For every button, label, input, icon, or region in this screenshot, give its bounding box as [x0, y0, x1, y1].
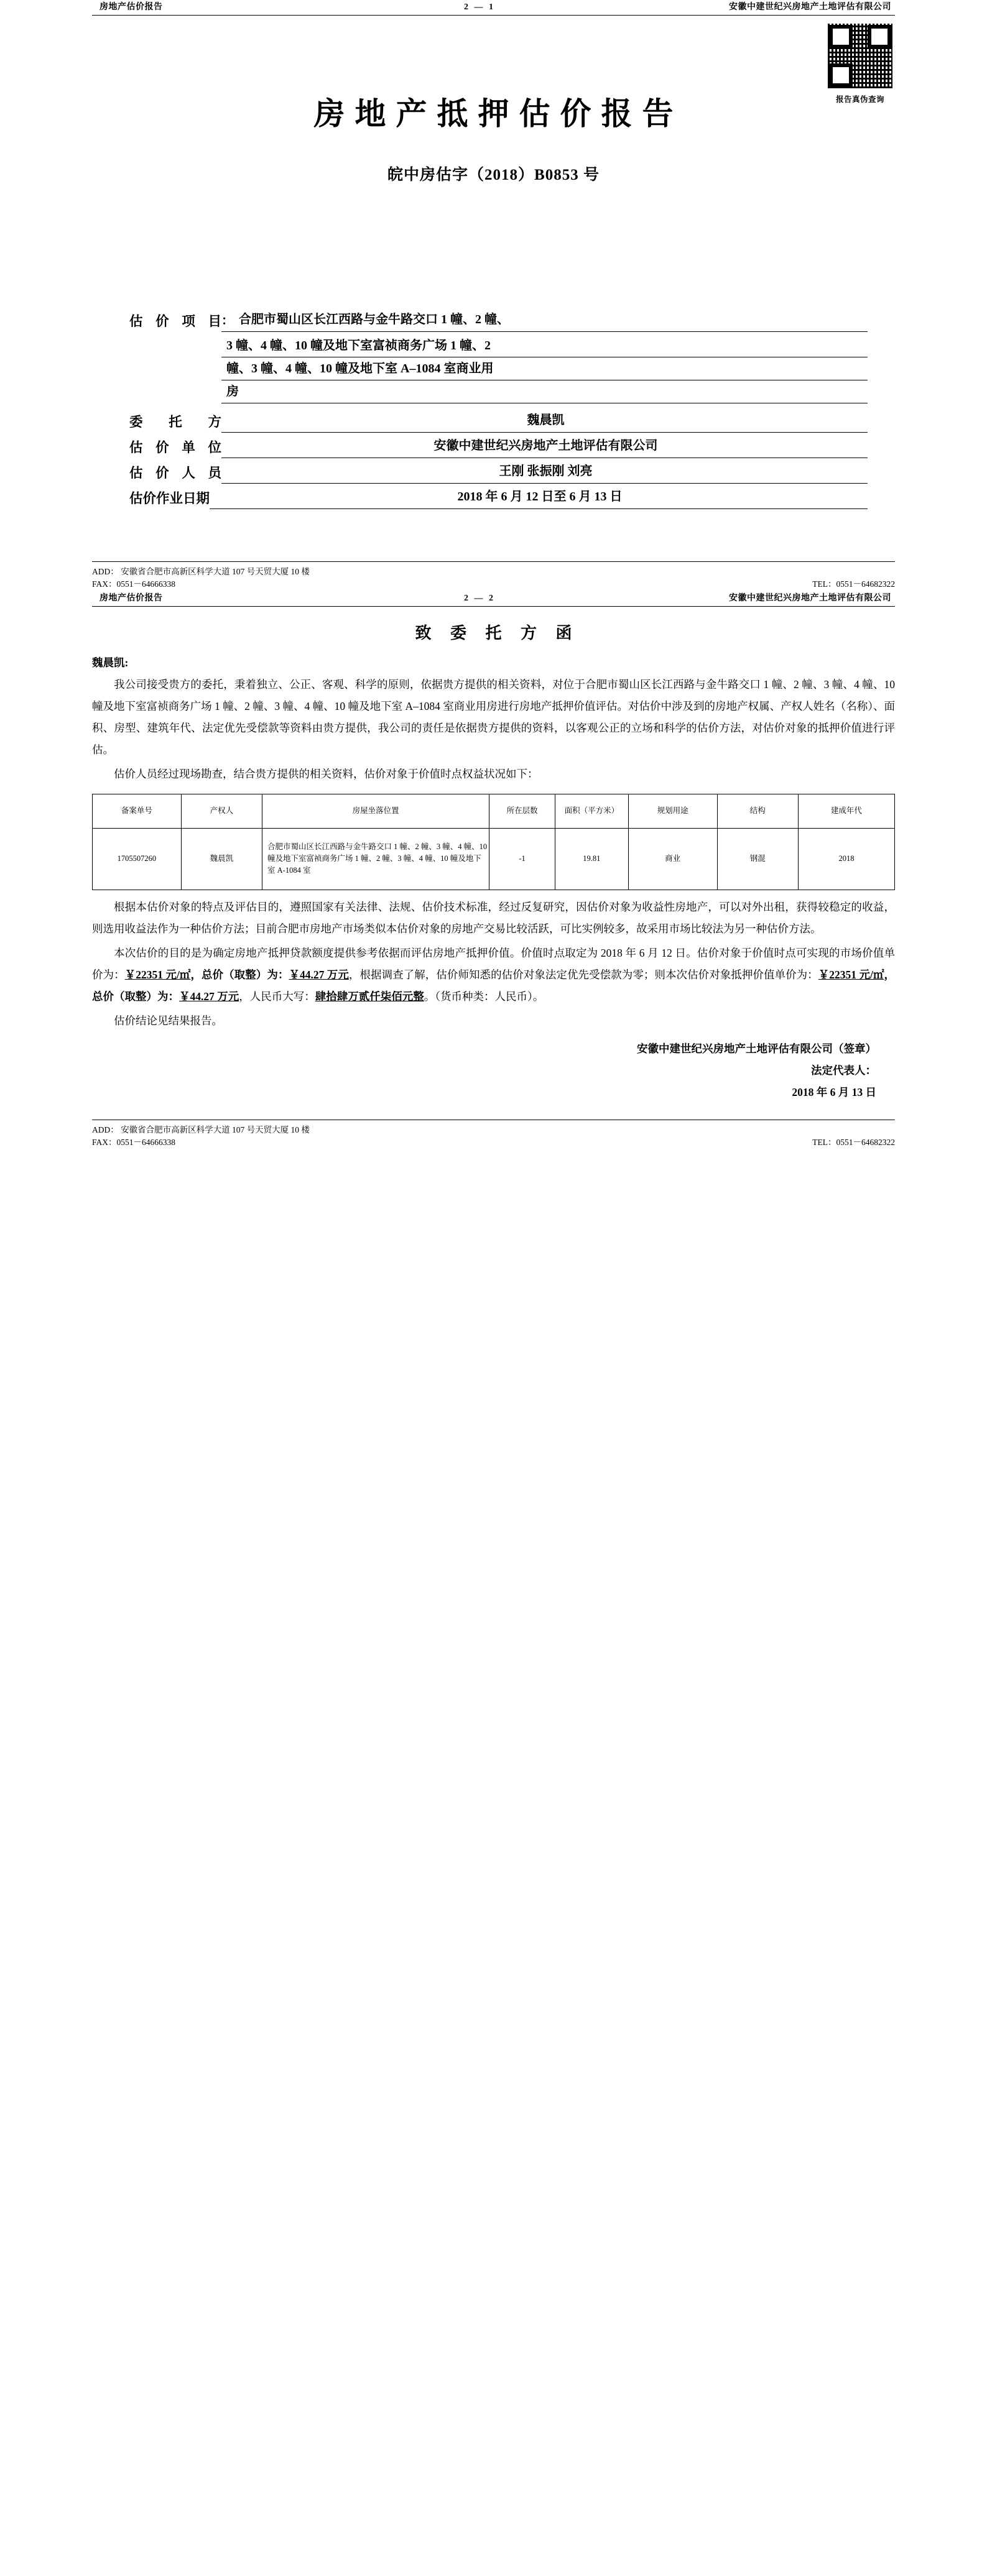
- table-header-row: [93, 794, 895, 828]
- cover-page: [0, 0, 987, 591]
- th-floor: 所在层数: [489, 794, 555, 828]
- field-value-appraisers: 王刚 张振刚 刘亮: [221, 461, 868, 484]
- cover-fields: [129, 309, 868, 509]
- running-header-2-left: 房地产估价报告: [100, 593, 163, 603]
- td-record-no: 1705507260: [93, 828, 182, 890]
- th-record-no: 备案单号: [93, 794, 182, 828]
- footer-tel: TEL：0551－64682322: [812, 579, 895, 589]
- qr-code-icon[interactable]: [828, 24, 892, 88]
- field-value-project-line2: 3 幢、4 幢、10 幢及地下室富祯商务广场 1 幢、2: [221, 334, 868, 357]
- footer-2-tel: TEL：0551－64682322: [812, 1137, 895, 1147]
- paragraph-1: 我公司接受贵方的委托，秉着独立、公正、客观、科学的原则，依据贵方提供的相关资料，对位于合肥市蜀山区长江西路与金牛路交口 1 幢、2 幢、3 幢、4 幢、10 幢及地下室富祯商务广场 1 幢、2 幢、3 幢、4 幢、10 幢及地下室 A–1084 室商业用房进行房地产抵押价值评估。对估价中涉及到的房地产权属、产权人姓名（名称）、面积、房型、建筑年代、法定优先受偿款等资料由贵方提供，我公司的责任是依据贵方提供的资料，以客观公正的立场和科学的估价方法，对估价对象的抵押价值进行评估。: [92, 678, 895, 756]
- th-structure: 结构: [717, 794, 798, 828]
- salutation: 魏晨凯:: [92, 656, 129, 669]
- valuation-mortgage-unit-price: ￥22351 元/㎡: [818, 968, 884, 981]
- field-label-appraisal-company: 估价单位: [129, 440, 221, 455]
- paragraph-3: 根据本估价对象的特点及评估目的，遵照国家有关法律、法规、估价技术标准，经过反复研究，因估价对象为收益性房地产，可以对外出租，获得较稳定的收益，则选用收益法作为一种估价方法；目前合肥市房地产市场类似本估价对象的房地产交易比较活跃，可比实例较多，故采用市场比较法为另一种估价方法。: [92, 900, 895, 935]
- valuation-suffix: 。（货币种类：人民币）。: [424, 990, 544, 1003]
- valuation-total-price: ￥44.27 万元: [289, 968, 349, 981]
- td-structure: 钢混: [717, 828, 798, 890]
- letter-title: 致 委 托 方 函: [415, 623, 580, 642]
- signature-block: [92, 1038, 895, 1103]
- th-year-built: 建成年代: [798, 794, 894, 828]
- valuation-mid-1: ，总价（取整）为：: [190, 968, 289, 981]
- closing-paragraph: 估价结论见结果报告。: [114, 1014, 223, 1027]
- field-project: 估价项目 ： 合肥市蜀山区长江西路与金牛路交口 1 幢、2 幢、: [129, 309, 868, 332]
- signature-date: 2018 年 6 月 13 日: [792, 1085, 876, 1098]
- field-appraisers: [129, 461, 868, 484]
- valuation-unit-price: ￥22351 元/㎡: [124, 968, 191, 981]
- valuation-capital-amount: 肆拾肆万贰仟柒佰元整: [315, 990, 424, 1003]
- th-location: 房屋坐落位置: [262, 794, 489, 828]
- running-header-2-page-number: 2 — 2: [464, 593, 496, 603]
- field-work-date: [129, 486, 868, 509]
- field-value-project-line3: 幢、3 幢、4 幢、10 幢及地下室 A–1084 室商业用: [221, 357, 868, 380]
- letter-page: [0, 591, 987, 1156]
- running-header-2-right: 安徽中建世纪兴房地产土地评估有限公司: [729, 593, 892, 603]
- valuation-mid-3: ，总价（取整）为：: [92, 968, 896, 1003]
- valuation-prefix: 本次估价的目的是为确定房地产抵押贷款额度提供参考依据而评估房地产抵押价值。价值时点取定为 2018 年 6 月 12 日。估价对象于价值时点可实现的市场价值单价为：: [92, 946, 895, 981]
- property-table: [92, 794, 895, 890]
- td-use: 商业: [628, 828, 717, 890]
- field-client: [129, 410, 868, 433]
- td-owner: 魏晨凯: [181, 828, 262, 890]
- signature-legal-rep: 法定代表人：: [811, 1064, 876, 1077]
- field-label-appraisers: 估价人员: [129, 466, 221, 481]
- valuation-mortgage-total-price: ￥44.27 万元: [179, 990, 239, 1003]
- running-header-left: 房地产估价报告: [100, 2, 163, 12]
- td-area: 19.81: [555, 828, 628, 890]
- report-number: 皖中房估字（2018）B0853 号: [387, 167, 600, 183]
- qr-caption: 报告真伪查询: [835, 95, 884, 104]
- field-value-work-date: 2018 年 6 月 12 日至 6 月 13 日: [210, 486, 868, 509]
- running-header-page-number: 2 — 1: [464, 2, 496, 12]
- running-header-2: [92, 591, 895, 607]
- running-header-right: 安徽中建世纪兴房地产土地评估有限公司: [729, 2, 892, 12]
- footer-fax: FAX：0551－64666338: [92, 579, 176, 589]
- th-owner: 产权人: [181, 794, 262, 828]
- th-use: 规划用途: [628, 794, 717, 828]
- field-appraisal-company: [129, 435, 868, 458]
- field-value-project-line1: 合肥市蜀山区长江西路与金牛路交口 1 幢、2 幢、: [234, 309, 868, 332]
- td-floor: -1: [489, 828, 555, 890]
- footer-2-address: ADD： 安徽省合肥市高新区科学大道 107 号天贸大厦 10 楼: [92, 1125, 310, 1134]
- paragraph-2: 估价人员经过现场勘查，结合贵方提供的相关资料，估价对象于价值时点权益状况如下：: [114, 767, 539, 780]
- footer-address: ADD： 安徽省合肥市高新区科学大道 107 号天贸大厦 10 楼: [92, 567, 310, 576]
- paragraph-valuation: [92, 942, 895, 1008]
- td-year-built: 2018: [798, 828, 894, 890]
- field-label-project: 估价项目: [129, 314, 221, 329]
- field-value-project-line4: 房: [221, 380, 868, 403]
- field-value-appraisal-company: 安徽中建世纪兴房地产土地评估有限公司: [221, 435, 868, 458]
- valuation-mid-2: ，根据调查了解，估价师知悉的估价对象法定优先受偿款为零；则本次估价对象抵押价值单价为：: [348, 968, 818, 981]
- page-title: 房地产抵押估价报告: [313, 95, 683, 132]
- table-row: [93, 828, 895, 890]
- th-area: 面积（平方米）: [555, 794, 628, 828]
- qr-block: [825, 24, 895, 104]
- signature-company: 安徽中建世纪兴房地产土地评估有限公司（签章）: [637, 1042, 876, 1055]
- field-value-client: 魏晨凯: [221, 410, 868, 433]
- page-footer-2: [92, 1120, 895, 1149]
- field-label-work-date: 估价作业日期: [129, 491, 210, 506]
- td-location: 合肥市蜀山区长江西路与金牛路交口 1 幢、2 幢、3 幢、4 幢、10 幢及地下室富祯商务广场 1 幢、2 幢、3 幢、4 幢、10 幢及地下室 A-1084 室: [262, 828, 489, 890]
- page-footer: [92, 561, 895, 591]
- running-header: [92, 0, 895, 16]
- footer-2-fax: FAX：0551－64666338: [92, 1137, 176, 1147]
- field-label-client: 委托方: [129, 415, 221, 430]
- valuation-mid-4: ，人民币大写：: [239, 990, 315, 1003]
